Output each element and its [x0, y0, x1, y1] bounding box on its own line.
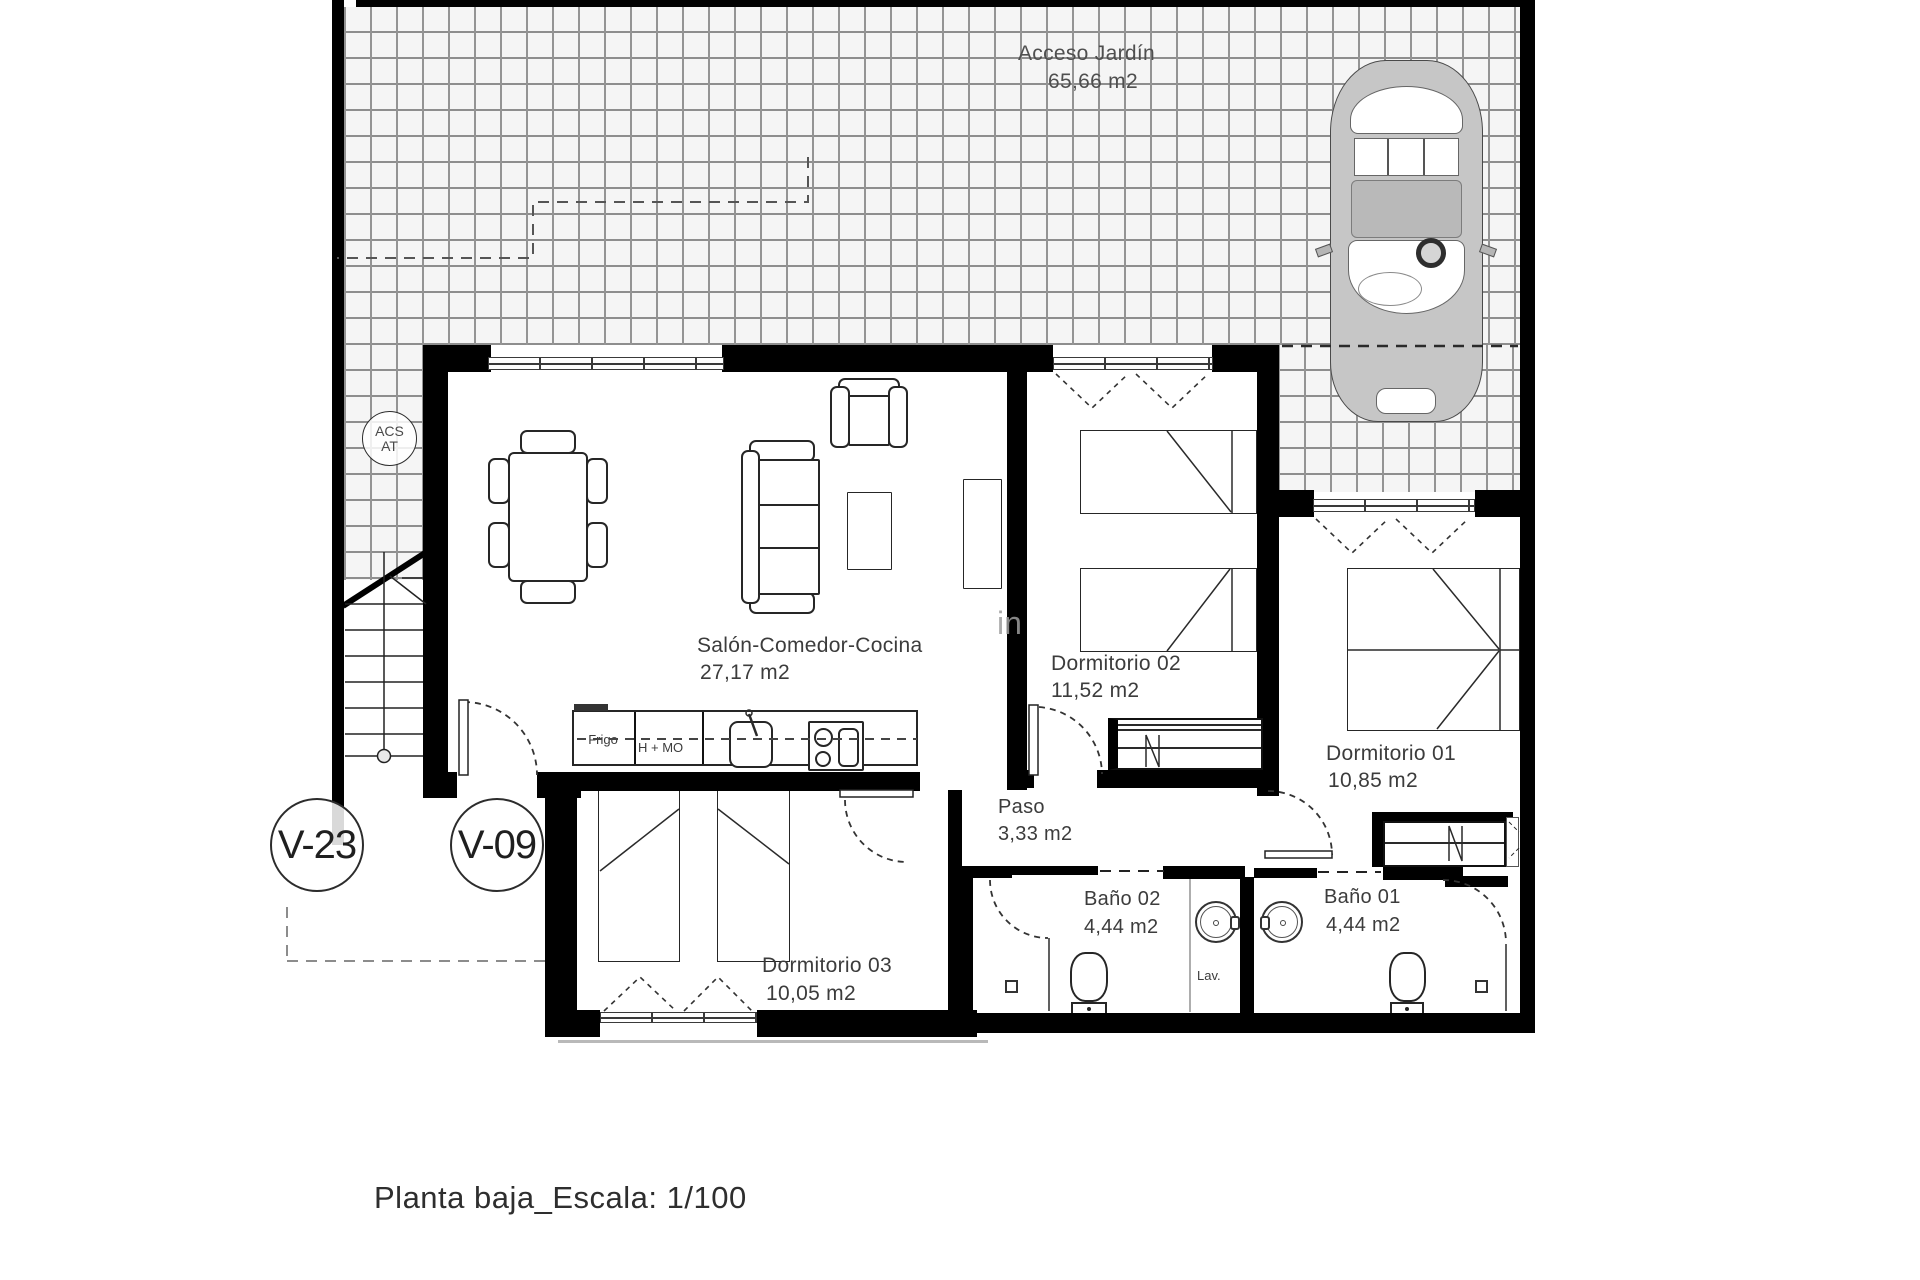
- chair-bottom: [520, 580, 576, 604]
- dorm3-window: [600, 1012, 757, 1023]
- v09-label: V-09: [457, 822, 537, 867]
- bath1-toilet-bowl: [1389, 952, 1426, 1002]
- wall-right-outer: [1520, 0, 1535, 1033]
- wall-living-top-b: [722, 345, 1053, 372]
- bath2-basin-drain: [1213, 920, 1219, 926]
- armchair-seat: [848, 395, 890, 446]
- bath1-basin: [1261, 901, 1303, 943]
- dorm2-window: [1053, 357, 1213, 370]
- bath2-toilet: [1070, 952, 1108, 1018]
- bath1-basin-drain: [1280, 920, 1286, 926]
- v09-marker: [450, 798, 544, 892]
- wall-living-top-a: [423, 345, 491, 372]
- dorm3-outer-sill: [558, 1040, 988, 1043]
- dorm2-door-leaf: [1029, 705, 1038, 775]
- hob-label: H + MO: [638, 740, 684, 755]
- car-front-grille: [1376, 388, 1436, 414]
- car: [1330, 60, 1483, 422]
- wall-kitchen-south: [577, 772, 920, 791]
- wall-paso-dorm2-piece: [1018, 770, 1034, 788]
- acs-marker-top-label: ACS: [375, 422, 404, 439]
- wall-baths-divider: [1240, 877, 1254, 1014]
- stairs: [343, 551, 428, 763]
- bath2-basin: [1195, 901, 1237, 943]
- armchair: [830, 378, 908, 454]
- dorm2-casement-2: [1136, 374, 1208, 408]
- stair-newel-post: [378, 750, 391, 763]
- wall-dorm1-wardrobe-west: [1372, 812, 1383, 867]
- wall-bath2-west: [960, 866, 973, 1013]
- armchair-arm-right: [888, 386, 908, 448]
- dorm1-door-arc: [1268, 791, 1332, 855]
- wall-living-west: [423, 372, 448, 773]
- garden-area-label: 65,66 m2: [1048, 70, 1138, 93]
- dorm1-window: [1313, 499, 1475, 512]
- armchair-arm-left: [830, 386, 850, 448]
- chair-left-1: [488, 458, 510, 504]
- hob-compartment-divider: [702, 712, 704, 764]
- chair-top: [520, 430, 576, 454]
- wall-entry-left: [423, 772, 457, 798]
- paso-area-label: 3,33 m2: [998, 823, 1073, 845]
- dorm1-bed: [1347, 568, 1520, 731]
- bath2-basin-tap: [1230, 916, 1240, 930]
- paso-name-label: Paso: [998, 796, 1045, 818]
- living-area-label: 27,17 m2: [700, 661, 790, 684]
- lavatory-label: Lav.: [1197, 968, 1221, 983]
- chair-right-1: [586, 458, 608, 504]
- wardrobe1-shelf-line: [1385, 842, 1504, 844]
- dorm3-sliding-door: [840, 790, 913, 797]
- dorm2-casement-1: [1056, 374, 1128, 408]
- wall-top-boundary: [356, 0, 1534, 7]
- wall-left-outer: [332, 0, 344, 845]
- dorm1-wardrobe-niche: [1506, 817, 1519, 867]
- garden-name-label: Acceso Jardín: [1018, 42, 1155, 65]
- dorm1-door-leaf: [1265, 851, 1332, 858]
- bath2-name-label: Baño 02: [1084, 888, 1161, 910]
- bath1-shower-drain: [1475, 980, 1488, 993]
- wall-bottom-main: [960, 1013, 1535, 1033]
- dorm3-area-label: 10,05 m2: [766, 982, 856, 1005]
- dorm1-area-label: 10,85 m2: [1328, 769, 1418, 792]
- dorm2-bed-2: [1080, 568, 1257, 652]
- bath1-name-label: Baño 01: [1324, 886, 1401, 908]
- car-steering-wheel: [1416, 238, 1446, 268]
- wall-bath2-top-right: [1163, 866, 1245, 879]
- bath1-door-arc: [1443, 880, 1506, 943]
- dorm2-area-label: 11,52 m2: [1051, 679, 1140, 702]
- dining-table: [508, 452, 588, 582]
- dorm3-bed-2: [717, 785, 790, 962]
- kitchen-sink: [729, 721, 773, 768]
- dorm3-casement-2: [684, 977, 752, 1011]
- stove-burner-2: [815, 751, 831, 767]
- dorm1-casement-1: [1316, 519, 1388, 553]
- wall-bath1-ward-s2: [1445, 876, 1508, 887]
- acs-marker: [362, 411, 417, 466]
- bath2-shower-drain: [1005, 980, 1018, 993]
- wall-dorm1-top-right: [1475, 490, 1521, 517]
- bath2-door-arc: [990, 880, 1048, 938]
- dorm2-wardrobe: [1108, 718, 1263, 770]
- wall-dorm3-bottom-right: [757, 1010, 977, 1037]
- bath2-toilet-button: [1087, 1007, 1091, 1011]
- wall-dorm3-bottom-left: [545, 1010, 600, 1037]
- bath1-toilet-button: [1405, 1007, 1409, 1011]
- chair-left-2: [488, 522, 510, 568]
- bath1-area-label: 4,44 m2: [1326, 914, 1401, 936]
- dorm1-wardrobe: [1383, 821, 1506, 867]
- entry-door-leaf: [459, 700, 468, 775]
- car-rear-seats: [1354, 138, 1459, 176]
- wall-paso-south-piece: [1254, 868, 1317, 878]
- kitchen-stove: [808, 721, 864, 771]
- bath1-toilet: [1389, 952, 1426, 1018]
- entry-door-arc: [464, 702, 537, 775]
- acs-marker-bottom-label: AT: [381, 437, 398, 454]
- stove-oven: [838, 728, 859, 767]
- dorm3-casement-1: [604, 977, 676, 1011]
- v23-marker: [270, 798, 364, 892]
- side-table: [847, 492, 892, 570]
- bath2-sliding-door-panel: [1012, 866, 1098, 875]
- living-name-label: Salón-Comedor-Cocina: [697, 634, 923, 657]
- wall-dorm3-west: [545, 772, 577, 1037]
- wall-living-paso-divider: [1007, 372, 1027, 790]
- fridge-label: Frigo: [588, 732, 618, 747]
- chair-right-2: [586, 522, 608, 568]
- wall-dorm2-top: [1212, 345, 1258, 372]
- dorm3-bed-1: [598, 785, 680, 962]
- fridge-handle: [574, 704, 608, 711]
- stove-burner-1: [814, 728, 833, 747]
- car-roof: [1351, 180, 1462, 238]
- plan-title: Planta baja_Escala: 1/100: [374, 1180, 747, 1215]
- v23-label: V-23: [277, 822, 357, 867]
- wall-dorm2-wardrobe-south: [1097, 770, 1263, 788]
- wardrobe2-rail-line-1: [1118, 724, 1261, 726]
- bath1-basin-tap: [1260, 916, 1270, 930]
- dorm3-name-label: Dormitorio 03: [762, 954, 892, 977]
- dorm2-bed-1: [1080, 430, 1257, 514]
- watermark-text: in: [997, 605, 1022, 641]
- bath2-toilet-bowl: [1070, 952, 1108, 1002]
- dorm2-door-arc: [1039, 707, 1102, 774]
- wall-dorm1-top-left: [1279, 490, 1314, 517]
- stairs-break-line-thin: [390, 576, 426, 604]
- sofa: [741, 440, 823, 614]
- wall-dorm1-wardrobe-top: [1372, 812, 1513, 821]
- wardrobe2-shelf-line: [1118, 747, 1261, 749]
- tv-cabinet: [963, 479, 1002, 589]
- living-window: [488, 357, 724, 370]
- sofa-seat: [758, 459, 820, 595]
- car-dashboard: [1358, 272, 1422, 306]
- dorm1-casement-2: [1396, 519, 1468, 553]
- bath2-area-label: 4,44 m2: [1084, 916, 1159, 938]
- dorm2-name-label: Dormitorio 02: [1051, 652, 1181, 675]
- dorm1-name-label: Dormitorio 01: [1326, 742, 1456, 765]
- dorm3-door-arc: [845, 800, 907, 862]
- wardrobe2-rail-line-2: [1118, 729, 1261, 731]
